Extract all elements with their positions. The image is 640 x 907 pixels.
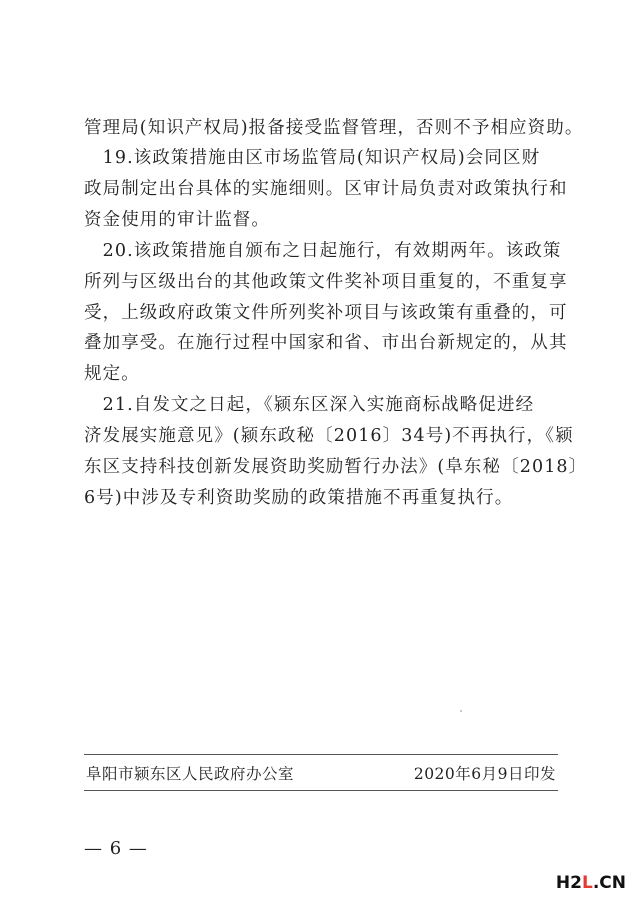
body-line-1: 管理局(知识产权局)报备接受监督管理，否则不予相应资助。 (84, 118, 584, 138)
body-line-7: 受，上级政府政策文件所列奖补项目与该政策有重叠的，可 (84, 303, 568, 323)
body-line-2: 19.该政策措施由区市场监管局(知识产权局)会同区财 (84, 148, 541, 168)
body-line-10: 21.自发文之日起，《颍东区深入实施商标战略促进经 (84, 395, 535, 415)
footer-print-date: 2020年6月9日印发 (413, 765, 556, 783)
watermark-part-3: .CN (592, 873, 626, 893)
body-line-3: 政局制定出台具体的实施细则。区审计局负责对政策执行和 (84, 179, 568, 199)
body-line-6: 所列与区级出台的其他政策文件奖补项目重复的，不重复享 (84, 272, 568, 292)
body-line-12: 东区支持科技创新发展资助奖励暂行办法》(阜东秘〔2018〕 (84, 457, 588, 477)
footer-issuer: 阜阳市颍东区人民政府办公室 (86, 765, 295, 783)
footer-top-rule (84, 754, 558, 755)
body-line-5: 20.该政策措施自颁布之日起施行，有效期两年。该政策 (84, 241, 562, 261)
body-line-8: 叠加享受。在施行过程中国家和省、市出台新规定的，从其 (84, 333, 568, 353)
site-watermark-logo (556, 873, 626, 893)
body-line-13: 6号)中涉及专利资助奖励的政策措施不再重复执行。 (84, 488, 514, 508)
body-line-9: 规定。 (84, 364, 140, 384)
body-line-4: 资金使用的审计监督。 (84, 210, 270, 230)
page-number: — 6 — (84, 838, 148, 859)
stray-mark (460, 710, 462, 712)
watermark-part-1: H2 (555, 873, 582, 893)
footer-bottom-rule (84, 790, 558, 791)
watermark-part-2: L (581, 873, 593, 893)
body-line-11: 济发展实施意见》(颍东政秘〔2016〕34号)不再执行，《颍 (84, 426, 574, 446)
